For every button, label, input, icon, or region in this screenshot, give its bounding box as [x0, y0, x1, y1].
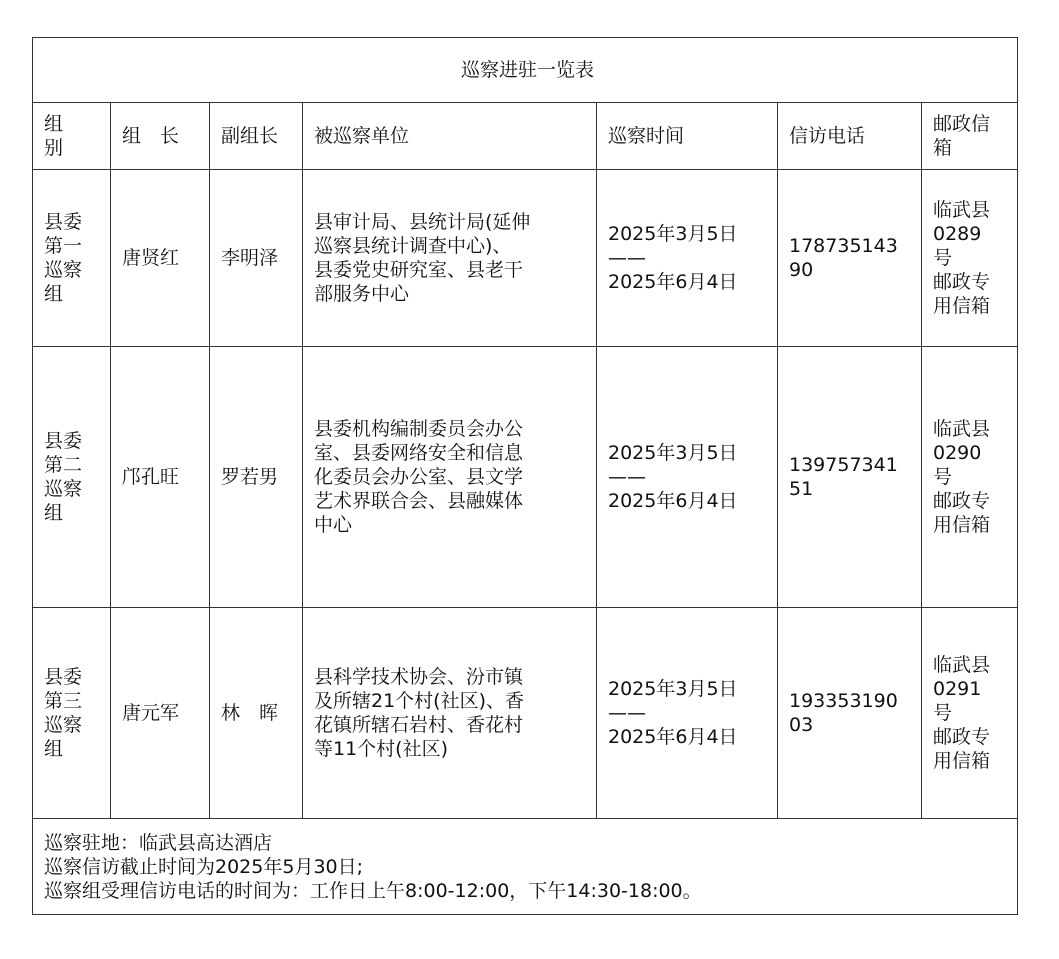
header-group-line2: 别 — [44, 137, 64, 159]
mailbox-line: 邮政专 — [933, 490, 991, 512]
units-line: 及所辖21个村(社区)、香 — [314, 690, 525, 712]
units-line: 县委机构编制委员会办公 — [314, 418, 524, 440]
leader-cell: 邝孔旺 — [111, 347, 210, 608]
header-time: 巡察时间 — [597, 103, 778, 170]
mailbox-line: 邮政专 — [933, 726, 991, 748]
mailbox-line: 邮政专 — [933, 271, 991, 293]
group-cell — [33, 170, 111, 347]
header-row — [33, 103, 1018, 170]
time-start: 2025年3月5日 — [608, 442, 738, 464]
group-line: 巡察 — [44, 259, 83, 281]
inspection-table — [32, 37, 1018, 915]
phone-cell — [778, 170, 922, 347]
phone-cell — [778, 608, 922, 819]
mailbox-line: 号 — [933, 702, 953, 724]
units-line: 巡察县统计调查中心)、 — [314, 235, 512, 257]
group-line: 组 — [44, 283, 64, 305]
header-leader: 组 长 — [111, 103, 210, 170]
units-line: 等11个村(社区) — [314, 738, 449, 760]
units-line: 部服务中心 — [314, 283, 410, 305]
notes-row — [33, 819, 1018, 915]
note-deadline: 巡察信访截止时间为2025年5月30日; — [44, 855, 364, 878]
header-mailbox — [922, 103, 1018, 170]
header-group — [33, 103, 111, 170]
units-cell — [303, 170, 597, 347]
units-line: 县委党史研究室、县老干 — [314, 259, 524, 281]
group-line: 第三 — [44, 690, 83, 712]
mailbox-line: 号 — [933, 247, 953, 269]
phone-line: 90 — [789, 259, 814, 281]
deputy-cell: 林 晖 — [210, 608, 303, 819]
group-line: 组 — [44, 502, 64, 524]
header-phone: 信访电话 — [778, 103, 922, 170]
time-dash: —— — [608, 247, 646, 269]
leader-cell: 唐元军 — [111, 608, 210, 819]
time-dash: —— — [608, 466, 646, 488]
time-end: 2025年6月4日 — [608, 726, 738, 748]
group-line: 县委 — [44, 666, 83, 688]
time-cell — [597, 170, 778, 347]
header-deputy: 副组长 — [210, 103, 303, 170]
group-line: 组 — [44, 738, 64, 760]
time-end: 2025年6月4日 — [608, 490, 738, 512]
time-end: 2025年6月4日 — [608, 271, 738, 293]
mailbox-line: 0291 — [933, 678, 982, 700]
group-line: 第二 — [44, 454, 83, 476]
mailbox-line: 0289 — [933, 223, 982, 245]
header-group-line1: 组 — [44, 113, 64, 135]
mailbox-line: 用信箱 — [933, 295, 991, 317]
deputy-cell: 罗若男 — [210, 347, 303, 608]
mailbox-cell — [922, 347, 1018, 608]
phone-line: 03 — [789, 714, 814, 736]
mailbox-cell — [922, 608, 1018, 819]
time-start: 2025年3月5日 — [608, 678, 738, 700]
phone-line: 178735143 — [789, 235, 898, 257]
table-row — [33, 170, 1018, 347]
table-row — [33, 347, 1018, 608]
group-line: 巡察 — [44, 478, 83, 500]
phone-line: 51 — [789, 478, 814, 500]
units-cell — [303, 347, 597, 608]
units-line: 中心 — [314, 514, 353, 536]
mailbox-line: 用信箱 — [933, 514, 991, 536]
mailbox-line: 临武县 — [933, 654, 991, 676]
units-cell — [303, 608, 597, 819]
mailbox-line: 0290 — [933, 442, 982, 464]
group-line: 县委 — [44, 211, 83, 233]
header-units: 被巡察单位 — [303, 103, 597, 170]
note-hours: 巡察组受理信访电话的时间为：工作日上午8:00-12:00，下午14:30-18:00。 — [44, 879, 702, 902]
group-line: 第一 — [44, 235, 83, 257]
mailbox-line: 号 — [933, 466, 953, 488]
time-cell — [597, 347, 778, 608]
notes-cell — [33, 819, 1018, 915]
phone-cell — [778, 347, 922, 608]
units-line: 花镇所辖石岩村、香花村 — [314, 714, 524, 736]
mailbox-line: 用信箱 — [933, 750, 991, 772]
phone-line: 139757341 — [789, 454, 898, 476]
mailbox-line: 临武县 — [933, 199, 991, 221]
mailbox-cell — [922, 170, 1018, 347]
table-title: 巡察进驻一览表 — [33, 38, 1018, 103]
units-line: 县科学技术协会、汾市镇 — [314, 666, 524, 688]
time-cell — [597, 608, 778, 819]
units-line: 艺术界联合会、县融媒体 — [314, 490, 524, 512]
units-line: 室、县委网络安全和信息 — [314, 442, 524, 464]
table-row — [33, 608, 1018, 819]
time-start: 2025年3月5日 — [608, 223, 738, 245]
group-line: 县委 — [44, 430, 83, 452]
phone-line: 193353190 — [789, 690, 898, 712]
group-cell — [33, 608, 111, 819]
group-line: 巡察 — [44, 714, 83, 736]
header-mailbox-line1: 邮政信 — [933, 113, 991, 135]
header-mailbox-line2: 箱 — [933, 137, 953, 159]
units-line: 化委员会办公室、县文学 — [314, 466, 524, 488]
units-line: 县审计局、县统计局(延伸 — [314, 211, 531, 233]
leader-cell: 唐贤红 — [111, 170, 210, 347]
deputy-cell: 李明泽 — [210, 170, 303, 347]
time-dash: —— — [608, 702, 646, 724]
note-location: 巡察驻地：临武县高达酒店 — [44, 831, 273, 854]
group-cell — [33, 347, 111, 608]
mailbox-line: 临武县 — [933, 418, 991, 440]
